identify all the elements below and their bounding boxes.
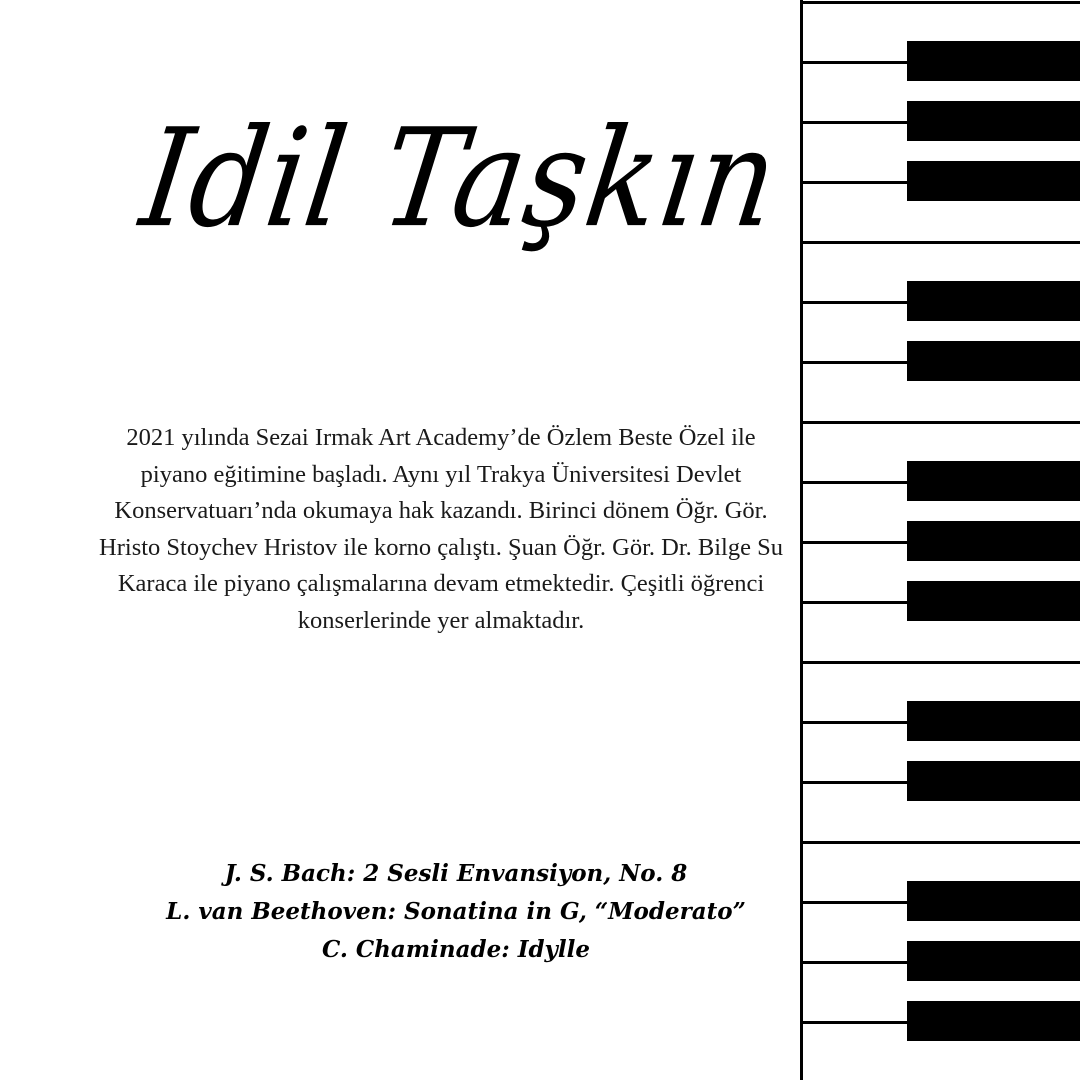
- black-key: [907, 581, 1080, 621]
- black-key: [907, 161, 1080, 201]
- black-key: [907, 1001, 1080, 1041]
- piano-keyboard-graphic: [800, 0, 1080, 1080]
- black-key: [907, 521, 1080, 561]
- black-key: [907, 941, 1080, 981]
- black-key: [907, 761, 1080, 801]
- program-item-beethoven: L. van Beethoven: Sonatina in G, “Moderato”: [166, 898, 746, 925]
- black-key: [907, 101, 1080, 141]
- black-key: [907, 281, 1080, 321]
- black-key: [907, 701, 1080, 741]
- program-list: [96, 855, 816, 969]
- black-key: [907, 41, 1080, 81]
- black-key: [907, 881, 1080, 921]
- biography-text: 2021 yılında Sezai Irmak Art Academy’de Özlem Beste Özel ile piyano eğitimine başladı. Aynı yıl Trakya Üniversitesi Devlet Konservatuarı’nda okumaya hak kazandı. Birinci dönem Öğr. Gör. Hristo Stoychev Hristov ile korno çalıştı. Şuan Öğr. Gör. Dr. Bilge Su Karaca ile piyano çalışmalarına devam etmektedir. Çeşitli öğrenci konserlerinde yer almaktadır.: [99, 424, 783, 634]
- program-item-chaminade: C. Chaminade: Idylle: [321, 936, 591, 963]
- black-key: [907, 341, 1080, 381]
- black-key: [907, 461, 1080, 501]
- performer-name: Idil Taşkın: [132, 98, 788, 258]
- program-item-bach: J. S. Bach: 2 Sesli Envansiyon, No. 8: [224, 860, 688, 887]
